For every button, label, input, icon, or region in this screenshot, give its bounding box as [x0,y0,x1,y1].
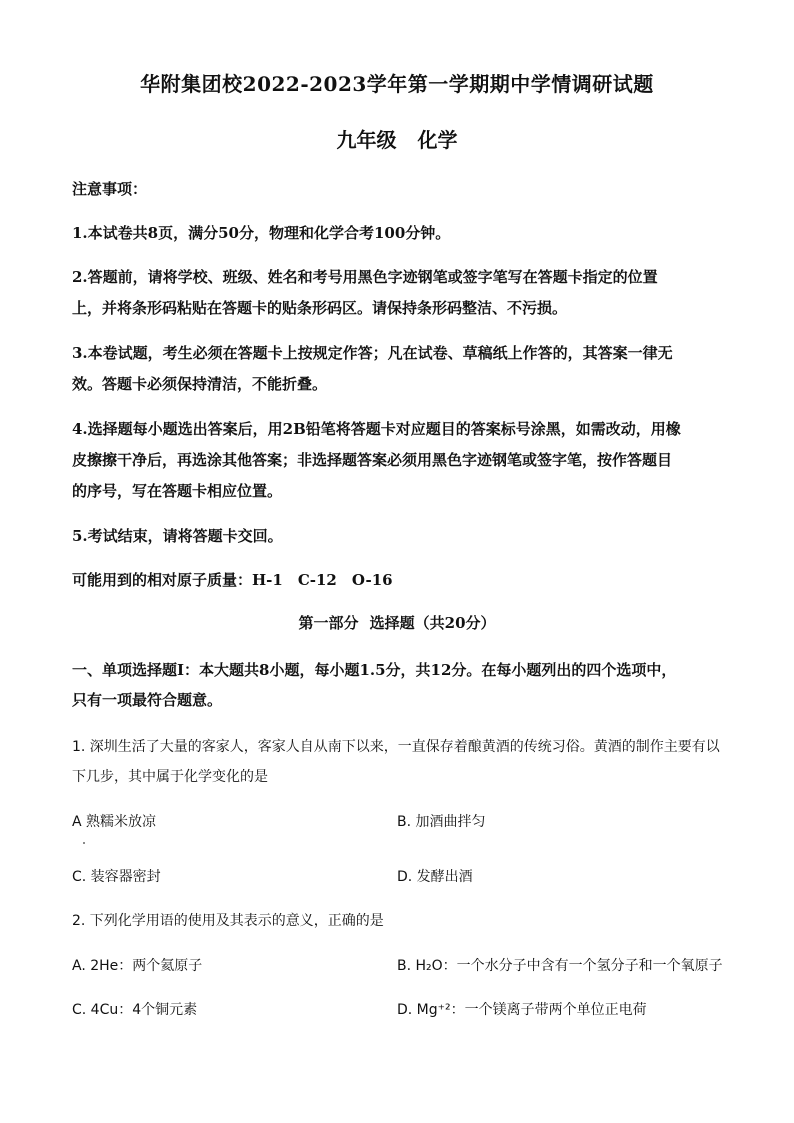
question-1-option-c: C. 装容器密封 [72,869,161,885]
section-instruction-line-1: 一、单项选择题Ⅰ：本大题共8小题，每小题1.5分，共12分。在每小题列出的四个选项中， [72,661,677,679]
part1-title: 第一部分 选择题（共20分） [298,614,496,632]
notice-item-4-line-2: 皮擦擦干净后，再选涂其他答案；非选择题答案必须用黑色字迹钢笔或签字笔，按作答题目 [72,451,673,469]
question-1-option-a: A 熟糯米放凉 [72,814,157,830]
exam-subtitle: 九年级 化学 [336,128,458,152]
question-2-option-d: D. Mg⁺²：一个镁离子带两个单位正电荷 [397,1002,647,1018]
notice-item-2-line-1: 2.答题前，请将学校、班级、姓名和考号用黑色字迹钢笔或签字笔写在答题卡指定的位置 [72,268,658,286]
notice-item-4-line-1: 4.选择题每小题选出答案后，用2B铅笔将答题卡对应题目的答案标号涂黑，如需改动，用橡 [72,420,681,438]
notice-item-3-line-1: 3.本卷试题，考生必须在答题卡上按规定作答；凡在试卷、草稿纸上作答的，其答案一律无 [72,344,673,362]
atomic-mass-line: 可能用到的相对原子质量：H-1 C-12 O-16 [72,571,393,589]
question-1-option-d: D. 发酵出酒 [397,869,473,885]
notice-item-1: 1.本试卷共8页，满分50分，物理和化学合考100分钟。 [72,224,451,242]
question-2-option-c: C. 4Cu：4个铜元素 [72,1002,198,1018]
question-2-option-b: B. H₂O：一个水分子中含有一个氢分子和一个氧原子 [397,958,723,974]
question-1-stem-line-2: 下几步，其中属于化学变化的是 [72,769,268,785]
question-1-option-b: B. 加酒曲拌匀 [397,814,486,830]
notice-item-4-line-3: 的序号，写在答题卡相应位置。 [72,482,283,500]
notice-item-2-line-2: 上，并将条形码粘贴在答题卡的贴条形码区。请保持条形码整洁、不污损。 [72,299,568,317]
section-instruction-line-2: 只有一项最符合题意。 [72,691,223,709]
question-2-option-a: A. 2He：两个氦原子 [72,958,203,974]
exam-title: 华附集团校2022-2023学年第一学期期中学情调研试题 [140,72,654,96]
notice-item-3-line-2: 效。答题卡必须保持清洁，不能折叠。 [72,375,328,393]
notice-item-5: 5.考试结束，请将答题卡交回。 [72,527,283,545]
stray-dot [83,842,85,844]
notice-heading: 注意事项： [72,180,148,198]
question-1-stem-line-1: 1. 深圳生活了大量的客家人，客家人自从南下以来，一直保存着酿黄酒的传统习俗。黄酒的制作主要有以 [72,739,720,755]
question-2-stem: 2. 下列化学用语的使用及其表示的意义，正确的是 [72,913,384,929]
